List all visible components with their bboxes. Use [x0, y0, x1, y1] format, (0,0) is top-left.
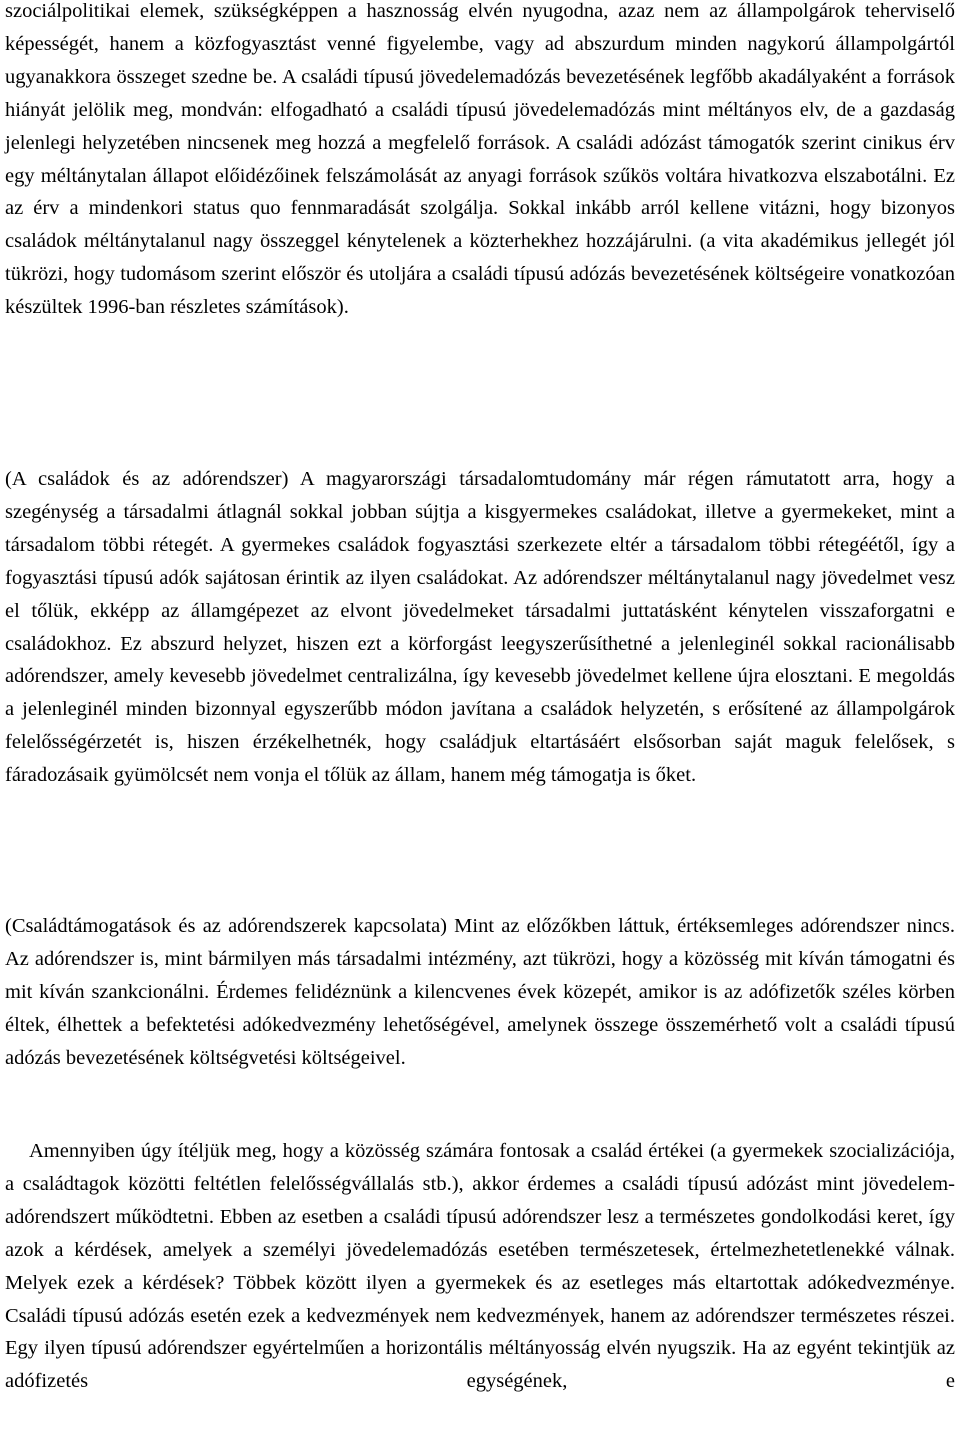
paragraph-family-values: Amennyiben úgy ítéljük meg, hogy a közösség számára fontosak a család értékei (a gyermekek szocializációja, a családtagok közötti feltétlen felelősségvállalás stb.), akkor érdemes a családi típusú adózást mint jövedelem-adórendszert működtetni. Ebben az esetben a családi típusú adórendszer lesz a természetes gondolkodási keret, így azok a kérdések, amelyek a személyi jövedelemadózás esetében természetesek, értelmezhetetlenekké válnak. Melyek ezek a kérdések? Többek között ilyen a gyermekek és az esetleges más eltartottak adókedvezménye. Családi típusú adózás esetén ezek a kedvezmények nem kedvezmények, hanem az adórendszer természetes részei. Egy ilyen típusú adórendszer egyértelműen a horizontális méltányosság elvén nyugszik. Ha az egyént tekintjük az adófizetés egységének, e — [5, 1140, 955, 1393]
paragraph-tax-fairness: szociálpolitikai elemek, szükségképpen a hasznosság elvén nyugodna, azaz nem az állampolgárok teherviselő képességét, hanem a közfogyasztást venné figyelembe, vagy ad abszurdum minden nagykorú állampolgártól ugyanakkora összeget szedne be. A családi típusú jövedelemadózás bevezetésének legfőbb akadályaként a források hiányát jelölik meg, mondván: elfogadható a családi típusú jövedelemadózás mint méltányos elv, de a gazdaság jelenlegi helyzetében nincsenek meg hozzá a megfelelő források. A családi adózást támogatók szerint cinikus érv egy méltánytalan állapot előidézőinek felszámolását az anyagi források szűkös voltára hivatkozva elszabotálni. Ez az érv a mindenkori status quo fennmaradását szolgálja. Sokkal inkább arról kellene vitázni, hogy bizonyos családok méltánytalanul nagy összeggel kénytelenek a közterhekhez hozzájárulni. (a vita akadémikus jellegét jól tükrözi, hogy tudomásom szerint először és utoljára a családi típusú adózás bevezetésének költségeire vonatkozóan készültek 1996-ban részletes számítások). — [5, 0, 955, 319]
paragraph-family-support-and-tax: (Családtámogatások és az adórendszerek kapcsolata) Mint az előzőkben láttuk, értéksemleges adórendszer nincs. Az adórendszer is, mint bármilyen más társadalmi intézmény, azt tükrözi, hogy a közösség mit kíván támogatni és mit kíván szankcionálni. Érdemes felidéznünk a kilencvenes évek közepét, amikor is az adófizetők széles körben éltek, élhettek a befektetési adókedvezmény lehetőségével, amelynek összege összemérhető volt a családi típusú adózás bevezetésének költségvetési költségeivel. — [5, 915, 955, 1069]
paragraph-families-and-tax-system: (A családok és az adórendszer) A magyarországi társadalomtudomány már régen rámutatott arra, hogy a szegénység a társadalmi átlagnál sokkal jobban sújtja a kisgyermekes családokat, illetve a gyermekeket, mint a társadalom többi rétegét. A gyermekes családok fogyasztási szerkezete eltér a társadalom többi rétegéétől, így a fogyasztási típusú adók sajátosan érintik az ilyen családokat. Az adórendszer méltánytalanul nagy jövedelmet vesz el tőlük, ekképp az államgépezet az elvont jövedelmeket társadalmi juttatásként kénytelen visszaforgatni e családokhoz. Ez abszurd helyzet, hiszen ezt a körforgást leegyszerűsíthetné a jelenleginél sokkal racionálisabb adórendszer, amely kevesebb jövedelmet centralizálna, így kevesebb jövedelmet kellene újra elosztani. E megoldás a jelenleginél minden bizonnyal egyszerűbb módon javítana a családok helyzetén, s erősítené az állampolgárok felelősségérzetét is, hiszen érzékelhetnék, hogy családjuk eltartásáért elsősorban saját maguk felelősek, s fáradozásaik gyümölcsét nem vonja el tőlük az állam, hanem még támogatja is őket. — [5, 468, 955, 787]
